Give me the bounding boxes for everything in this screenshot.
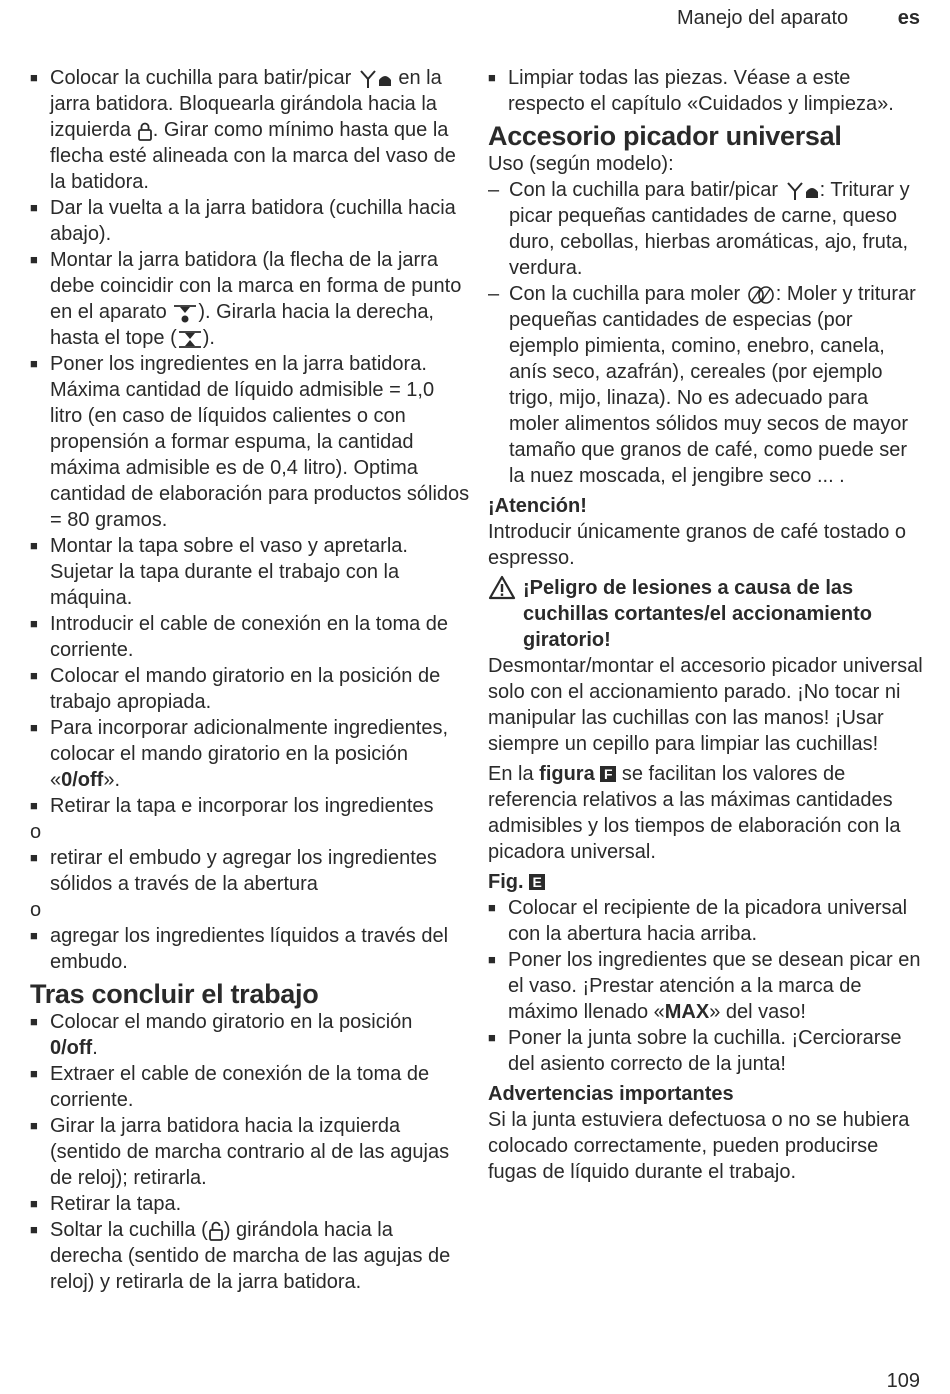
list-item: ■ Limpiar todas las piezas. Véase a este respecto el capítulo «Cuidados y limpieza». [488, 65, 923, 117]
section-heading-after-work: Tras concluir el trabajo [30, 979, 319, 1009]
figure-badge: E [529, 874, 545, 890]
list-item: ■ Extraer el cable de conexión de la toma de corriente. [30, 1061, 470, 1113]
dot-mark-icon [172, 302, 198, 324]
list-item: ■ Introducir el cable de conexión en la toma de corriente. [30, 611, 470, 663]
list-item: ■ Poner los ingredientes en la jarra batidora. Máxima cantidad de líquido admisible = 1,0 litro (en caso de líquidos calientes o con propensión a formar espuma, la cantidad máxima admisible es de 0,4 litro). Optima cantidad de elaboración para productos sólidos = 80 gramos. [30, 351, 470, 533]
figure-label: Fig. E [488, 869, 923, 895]
section-heading-universal-chopper: Accesorio picador universal [488, 121, 842, 151]
unlock-icon [208, 1221, 224, 1241]
dash-item: – Con la cuchilla para moler : Moler y triturar pequeñas cantidades de especias (por ejemplo pimienta, comino, enebro, canela, anís seco, azafrán), cereales (por ejemplo trigo, mijo, linaza). No es adecuado para moler alimentos sólidos muy secos de mayor tamaño que granos de café, como puede ser la nuez moscada, el jengibre seco ... . [488, 281, 923, 489]
important-notes-heading: Advertencias importantes [488, 1083, 734, 1105]
list-item: ■ Colocar el mando giratorio en la posición 0/off. [30, 1009, 470, 1061]
list-item: ■ Soltar la cuchilla ( ) girándola hacia la derecha (sentido de marcha de las agujas de reloj) y retirarla de la jarra batidora. [30, 1217, 470, 1295]
page-number: 109 [886, 1370, 920, 1392]
warning-triangle-icon [488, 575, 516, 601]
list-item: ■ Montar la jarra batidora (la flecha de la jarra debe coincidir con la marca en forma de punto en el aparato ). Girarla hacia la derecha, hasta el tope ( ). [30, 247, 470, 351]
page-header [677, 4, 920, 32]
list-item: ■ Poner los ingredientes que se desean picar en el vaso. ¡Prestar atención a la marca de máximo llenado «MAX» del vaso! [488, 947, 923, 1025]
lock-icon [137, 121, 153, 141]
list-item: ■ Montar la tapa sobre el vaso y apretarla. Sujetar la tapa durante el trabajo con la máquina. [30, 533, 470, 611]
list-item: ■ Retirar la tapa. [30, 1191, 470, 1217]
or-separator: o [30, 821, 42, 843]
usage-intro: Uso (según modelo): [488, 153, 674, 175]
warning-text: Desmontar/montar el accesorio picador universal solo con el accionamiento parado. ¡No tocar ni manipular las cuchillas con las manos! ¡Usar siempre un cepillo para limpiar las cuchillas! [488, 655, 923, 755]
blade-chop-icon [784, 180, 820, 202]
header-section-title: Manejo del aparato [676, 7, 849, 29]
list-item: ■ agregar los ingredientes líquidos a través del embudo. [30, 923, 470, 975]
list-item: ■ retirar el embudo y agregar los ingredientes sólidos a través de la abertura [30, 845, 470, 897]
list-item: ■ Dar la vuelta a la jarra batidora (cuchilla hacia abajo). [30, 195, 470, 247]
important-notes-text: Si la junta estuviera defectuosa o no se hubiera colocado correctamente, pueden producirse fugas de líquido durante el trabajo. [488, 1109, 910, 1183]
figure-badge: F [600, 766, 616, 782]
list-item: ■ Colocar el mando giratorio en la posición de trabajo apropiada. [30, 663, 470, 715]
dash-item: – Con la cuchilla para batir/picar : Triturar y picar pequeñas cantidades de carne, queso duro, cebollas, hierbas aromáticas, ajo, fruta, verdura. [488, 177, 923, 281]
list-item: ■ Para incorporar adicionalmente ingredientes, colocar el mando giratorio en la posición «0/off». [30, 715, 470, 793]
list-item: ■ Retirar la tapa e incorporar los ingredientes [30, 793, 470, 819]
attention-heading: ¡Atención! [488, 495, 587, 517]
list-item: ■ Poner la junta sobre la cuchilla. ¡Cerciorarse del asiento correcto de la junta! [488, 1025, 923, 1077]
header-language-code: es [897, 7, 920, 29]
end-stop-icon [177, 328, 203, 350]
list-item: ■ Girar la jarra batidora hacia la izquierda (sentido de marcha contrario al de las agujas de reloj); retirarla. [30, 1113, 470, 1191]
warning-heading: ¡Peligro de lesiones a causa de las cuchillas cortantes/el accionamiento giratorio! [488, 575, 923, 653]
figure-reference-text: En la figura F se facilitan los valores de referencia relativos a las máximas cantidades admisibles y los tiempos de elaboración con la picadora universal. [488, 763, 901, 863]
list-item: ■ Colocar la cuchilla para batir/picar en la jarra batidora. Bloquearla girándola hacia la izquierda . Girar como mínimo hasta que la flecha esté alineada con la marca del vaso de la batidora. [30, 65, 470, 195]
attention-text: Introducir únicamente granos de café tostado o espresso. [488, 521, 907, 569]
grinding-blade-icon [746, 285, 776, 305]
list-item: ■ Colocar el recipiente de la picadora universal con la abertura hacia arriba. [488, 895, 923, 947]
blade-chop-icon [357, 68, 393, 90]
or-separator: o [30, 899, 42, 921]
left-column [30, 65, 470, 1295]
right-column [488, 65, 923, 1185]
